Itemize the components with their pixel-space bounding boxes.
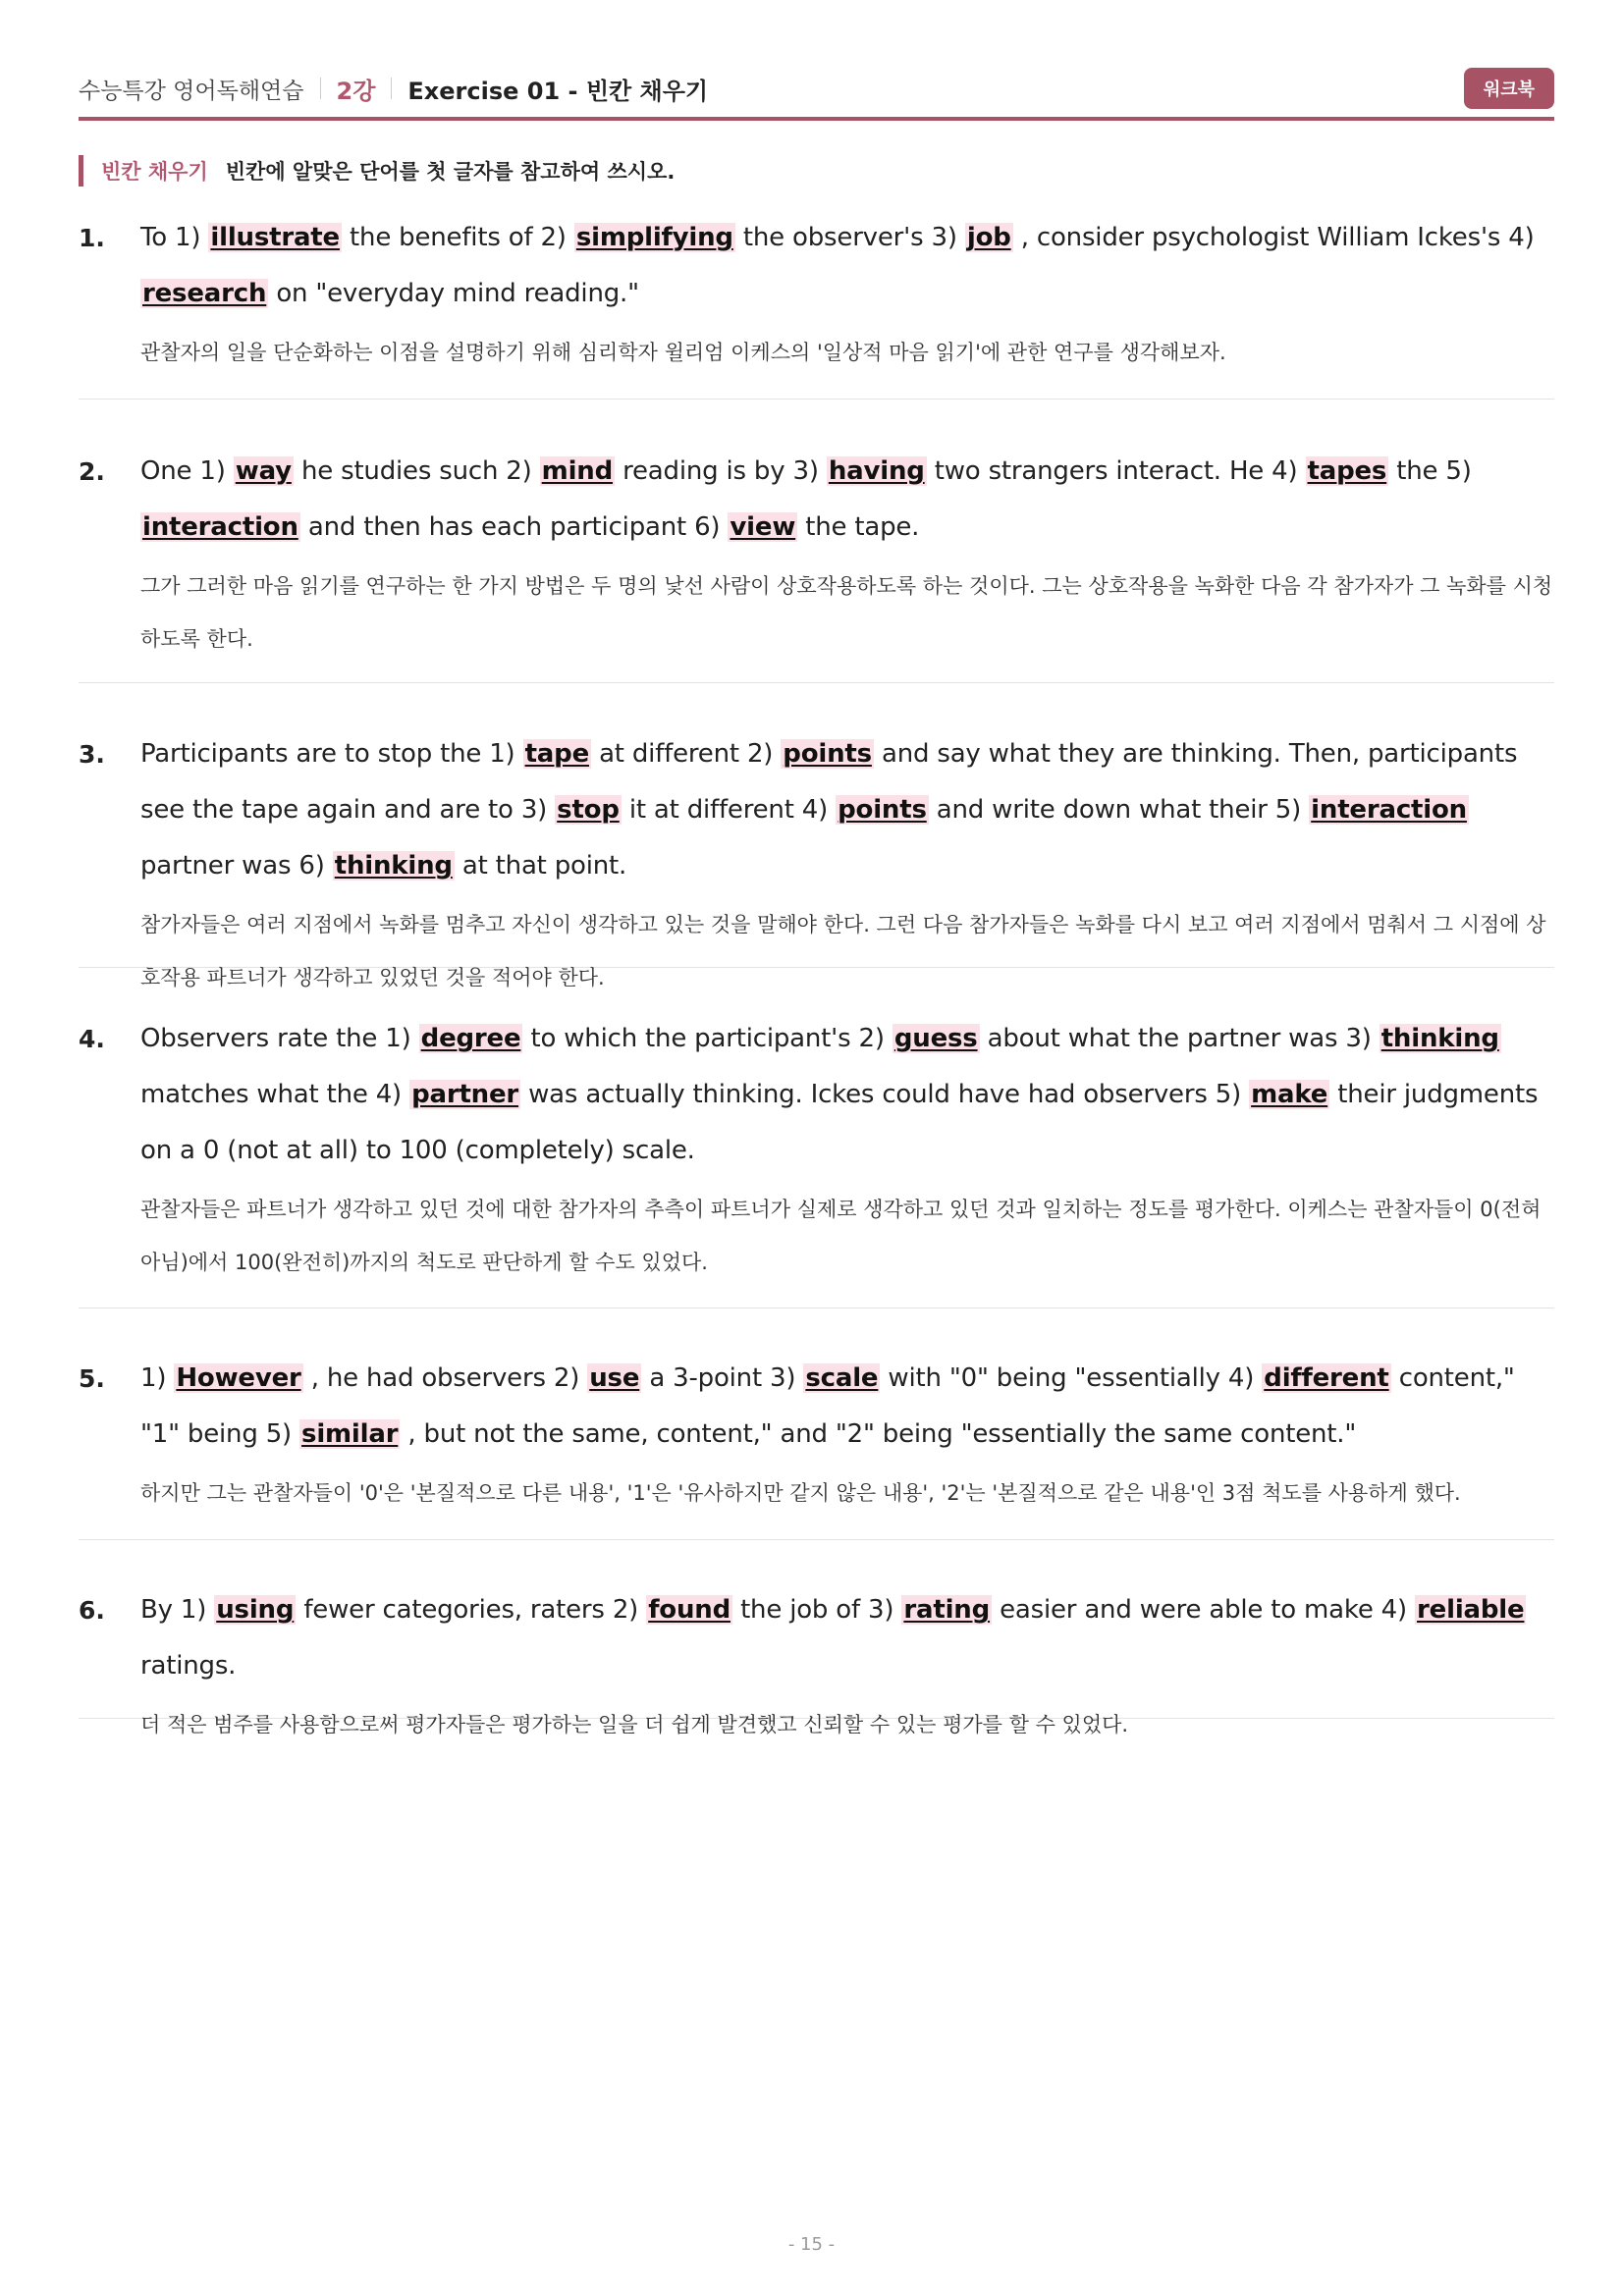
blank-answer: make [1251, 1080, 1328, 1109]
sentence-text: about what the partner was 3) [979, 1024, 1380, 1053]
page-header [79, 59, 1554, 118]
blank-answer: using [216, 1595, 295, 1625]
blank-answer: different [1264, 1363, 1389, 1393]
blank-answer: rating [903, 1595, 991, 1625]
sentence-text: the tape. [797, 512, 920, 542]
exercise-item [79, 1582, 1554, 1736]
instruction-text: 빈칸에 알맞은 단어를 첫 글자를 참고하여 쓰시오. [225, 160, 676, 184]
blank-answer: thinking [1380, 1024, 1499, 1053]
lesson-number: 2강 [336, 77, 376, 105]
sentence-text: the job of 3) [732, 1595, 902, 1625]
exercise-item [79, 210, 1554, 400]
sentence-text: content," "1" being 5) [140, 1363, 1515, 1449]
korean-translation: 관찰자의 일을 단순화하는 이점을 설명하기 위해 심리학자 윌리엄 이케스의 '일상적 마음 읽기'에 관한 연구를 생각해보자. [140, 341, 1226, 364]
sentence-text: was actually thinking. Ickes could have had observers 5) [520, 1080, 1250, 1109]
blank-answer: mind [541, 456, 613, 486]
sentence-text: with "0" being "essentially 4) [880, 1363, 1263, 1393]
blank-answer: found [648, 1595, 730, 1625]
blank-answer: thinking [334, 851, 453, 881]
sentence-text: , he had observers 2) [302, 1363, 588, 1393]
english-sentence [140, 1011, 1554, 1179]
blank-answer: stop [557, 795, 620, 825]
sentence-text: matches what the 4) [140, 1080, 410, 1109]
sentence-text: To 1) [140, 223, 209, 252]
item-body [140, 444, 1554, 666]
item-number: 4. [79, 1025, 105, 1053]
sentence-text: the benefits of 2) [341, 223, 574, 252]
sentence-text: on "everyday mind reading." [268, 279, 639, 308]
sentence-text: ratings. [140, 1651, 237, 1681]
blank-answer: scale [805, 1363, 879, 1393]
sentence-text: to which the participant's 2) [522, 1024, 893, 1053]
sentence-text: , consider psychologist William Ickes's 4) [1012, 223, 1535, 252]
instruction [79, 155, 675, 187]
korean-translation: 하지만 그는 관찰자들이 '0'은 '본질적으로 다른 내용', '1'은 '유사하지만 같지 않은 내용', '2'는 '본질적으로 같은 내용'인 3점 척도를 사용하게 했다. [140, 1481, 1461, 1505]
english-sentence [140, 210, 1554, 322]
english-sentence [140, 1351, 1554, 1463]
sentence-text: and then has each participant 6) [299, 512, 729, 542]
blank-answer: tapes [1307, 456, 1387, 486]
header-rule [79, 117, 1554, 121]
header-divider [391, 78, 392, 99]
series-title: 수능특강 영어독해연습 [79, 78, 304, 104]
blank-answer: research [142, 279, 267, 308]
item-body [140, 1582, 1554, 1751]
english-sentence [140, 1582, 1554, 1694]
blank-answer: use [589, 1363, 640, 1393]
sentence-text: and write down what their 5) [928, 795, 1310, 825]
blank-answer: illustrate [210, 223, 340, 252]
sentence-text: at different 2) [591, 739, 782, 769]
header-divider [320, 78, 321, 99]
item-body [140, 1351, 1554, 1520]
blank-answer: view [730, 512, 796, 542]
english-sentence [140, 726, 1554, 894]
korean-translation: 더 적은 범주를 사용함으로써 평가자들은 평가하는 일을 더 쉽게 발견했고 신뢰할 수 있는 평가를 할 수 있었다. [140, 1713, 1129, 1736]
sentence-text: 1) [140, 1363, 175, 1393]
english-sentence [140, 444, 1554, 556]
item-body [140, 210, 1554, 379]
sentence-text: reading is by 3) [615, 456, 827, 486]
sentence-text: Observers rate the 1) [140, 1024, 419, 1053]
sentence-text: fewer categories, raters 2) [296, 1595, 647, 1625]
blank-answer: way [235, 456, 292, 486]
workbook-badge: 워크북 [1464, 68, 1554, 109]
sentence-text: the observer's 3) [734, 223, 965, 252]
sentence-text: it at different 4) [621, 795, 837, 825]
exercise-item [79, 1351, 1554, 1540]
sentence-text: at that point. [454, 851, 627, 881]
blank-answer: guess [893, 1024, 978, 1053]
sentence-text: , but not the same, content," and "2" being "essentially the same content." [400, 1419, 1357, 1449]
sentence-text: partner was 6) [140, 851, 333, 881]
sentence-text: two strangers interact. He 4) [926, 456, 1306, 486]
instruction-label: 빈칸 채우기 [101, 160, 208, 184]
item-number: 3. [79, 740, 105, 769]
sentence-text: their judgments on a 0 (not at all) to 100 (completely) scale. [140, 1080, 1539, 1165]
item-number: 6. [79, 1596, 105, 1625]
exercise-title: Exercise 01 - 빈칸 채우기 [407, 77, 709, 105]
korean-translation: 참가자들은 여러 지점에서 녹화를 멈추고 자신이 생각하고 있는 것을 말해야 한다. 그런 다음 참가자들은 녹화를 다시 보고 여러 지점에서 멈춰서 그 시점에 상호작용 파트너가 생각하고 있었던 것을 적어야 한다. [140, 913, 1546, 989]
item-number: 2. [79, 457, 105, 486]
blank-answer: partner [411, 1080, 519, 1109]
korean-translation: 관찰자들은 파트너가 생각하고 있던 것에 대한 참가자의 추측이 파트너가 실제로 생각하고 있던 것과 일치하는 정도를 평가한다. 이케스는 관찰자들이 0(전혀 아님)에서 100(완전히)까지의 척도로 판단하게 할 수도 있었다. [140, 1198, 1542, 1274]
item-body [140, 1011, 1554, 1289]
blank-answer: points [838, 795, 927, 825]
sentence-text: Participants are to stop the 1) [140, 739, 523, 769]
sentence-text: a 3-point 3) [641, 1363, 804, 1393]
korean-translation: 그가 그러한 마음 읽기를 연구하는 한 가지 방법은 두 명의 낯선 사람이 상호작용하도록 하는 것이다. 그는 상호작용을 녹화한 다음 각 참가자가 그 녹화를 시청하도록 한다. [140, 574, 1553, 651]
blank-answer: However [176, 1363, 301, 1393]
exercise-item [79, 1011, 1554, 1308]
blank-answer: interaction [142, 512, 298, 542]
blank-answer: points [783, 739, 872, 769]
blank-answer: reliable [1417, 1595, 1525, 1625]
exercise-item [79, 726, 1554, 989]
blank-answer: having [828, 456, 925, 486]
blank-answer: degree [420, 1024, 521, 1053]
exercise-item [79, 444, 1554, 683]
blank-answer: tape [524, 739, 589, 769]
item-body [140, 726, 1554, 1004]
page-number: - 15 - [787, 2234, 836, 2255]
item-number: 5. [79, 1364, 105, 1393]
sentence-text: and say what they are thinking. Then, participants see the tape again and are to 3) [140, 739, 1518, 825]
blank-answer: similar [301, 1419, 399, 1449]
sentence-text: One 1) [140, 456, 234, 486]
blank-answer: interaction [1311, 795, 1467, 825]
sentence-text: he studies such 2) [293, 456, 540, 486]
sentence-text: easier and were able to make 4) [992, 1595, 1416, 1625]
blank-answer: job [966, 223, 1011, 252]
item-number: 1. [79, 224, 105, 252]
blank-answer: simplifying [575, 223, 733, 252]
sentence-text: By 1) [140, 1595, 215, 1625]
sentence-text: the 5) [1388, 456, 1472, 486]
